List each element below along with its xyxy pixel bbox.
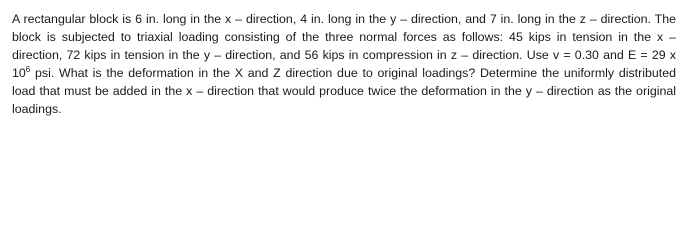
problem-statement	[12, 10, 676, 118]
problem-text-part-2: psi. What is the deformation in the X and Z direction due to original loadings? Determine the uniformly distributed load that must be added in the x – direction that would produce twice the deformation in the y – direction as the original loadings.	[12, 66, 676, 116]
problem-text-part-1: A rectangular block is 6 in. long in the x – direction, 4 in. long in the y – direction, and 7 in. long in the z – direction. The block is subjected to triaxial loading consisting of the three normal forces as follows: 45 kips in tension in the x – direction, 72 kips in tension in the y – direction, and 56 kips in compression in z – direction. Use v = 0.30 and E = 29 x 10	[12, 12, 676, 80]
modulus-exponent: 6	[25, 64, 31, 74]
